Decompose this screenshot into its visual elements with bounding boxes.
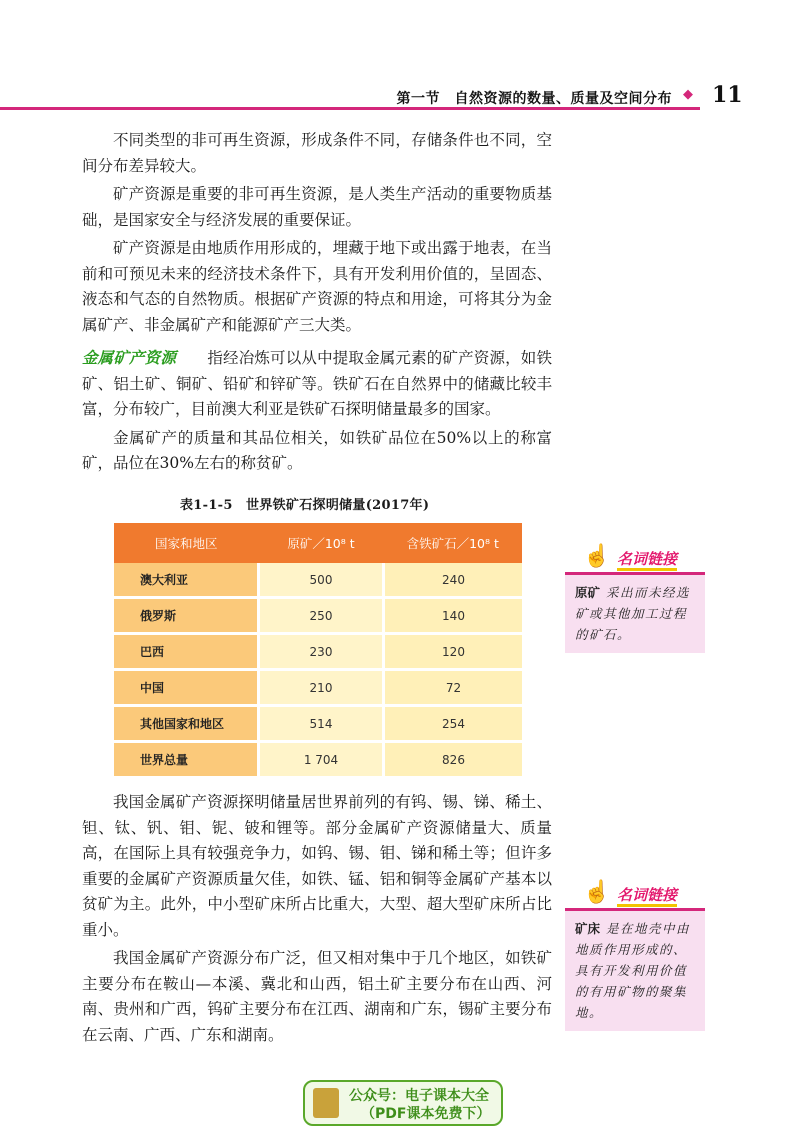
- table-row: [114, 670, 522, 706]
- column-header: 国家和地区: [114, 523, 259, 563]
- raw-ore-cell: 500: [259, 563, 384, 598]
- paragraph: 我国金属矿产资源分布广泛，但又相对集中于几个地区，如铁矿主要分布在鞍山—本溪、冀北和山西，铝土矿主要分布在山西、河南、贵州和广西，钨矿主要分布在江西、湖南和广东，锡矿主要分布在云南、广西、广东和湖南。: [82, 949, 552, 1044]
- table-row: [114, 706, 522, 742]
- term-link-box-raw-ore: [565, 544, 705, 653]
- watermark-badge: [303, 1080, 503, 1126]
- term-link-header: [565, 544, 705, 572]
- table-caption: 表1-1-5 世界铁矿石探明储量(2017年): [180, 498, 430, 513]
- term-link-header: [565, 880, 705, 908]
- pointing-hand-icon: ☝: [583, 544, 611, 569]
- paragraph: 矿产资源是由地质作用形成的，埋藏于地下或出露于地表，在当前和可预见未来的经济技术条件下，具有开发利用价值的，呈固态、液态和气态的自然物质。根据矿产资源的特点和用途，可将其分为金属矿产、非金属矿产和能源矿产三大类。: [82, 239, 552, 334]
- diamond-icon: ◆: [683, 87, 693, 102]
- iron-ore-reserves-table: [114, 523, 522, 779]
- metal-resource-paragraph: [82, 346, 552, 423]
- term-link-body: [565, 572, 705, 653]
- section-title: 第一节 自然资源的数量、质量及空间分布: [396, 91, 672, 107]
- iron-ore-cell: 140: [384, 598, 523, 634]
- term-link-definition: 是在地壳中由地质作用形成的、具有开发利用价值的有用矿物的聚集地。: [575, 921, 691, 1020]
- paragraph: 不同类型的非可再生资源，形成条件不同，存储条件也不同，空间分布差异较大。: [82, 131, 552, 175]
- table-row: [114, 634, 522, 670]
- iron-ore-cell: 72: [384, 670, 523, 706]
- iron-ore-cell: 826: [384, 742, 523, 778]
- iron-ore-cell: 240: [384, 563, 523, 598]
- paragraph: 矿产资源是重要的非可再生资源，是人类生产活动的重要物质基础，是国家安全与经济发展的重要保证。: [82, 185, 552, 229]
- raw-ore-cell: 230: [259, 634, 384, 670]
- table-row: [114, 598, 522, 634]
- raw-ore-cell: 250: [259, 598, 384, 634]
- table-row: [114, 563, 522, 598]
- region-cell: 世界总量: [114, 742, 259, 778]
- region-cell: 俄罗斯: [114, 598, 259, 634]
- region-cell: 其他国家和地区: [114, 706, 259, 742]
- paragraph: 我国金属矿产资源探明储量居世界前列的有钨、锡、锑、稀土、钽、钛、钒、钼、铌、铍和锂等。部分金属矿产资源储量大、质量高，在国际上具有较强竞争力，如钨、锡、钼、锑和稀土等；但许多重要的金属矿产资源质量欠佳，如铁、锰、铝和铜等金属矿产基本以贫矿为主。此外，中小型矿床所占比重大，大型、超大型矿床所占比重小。: [82, 793, 552, 939]
- page-header: [0, 82, 800, 112]
- paragraph: 金属矿产的质量和其品位相关，如铁矿品位在50%以上的称富矿，品位在30%左右的称贫矿。: [82, 428, 552, 472]
- term-link-title: 名词链接: [617, 886, 677, 907]
- term-link-term: 矿床: [575, 921, 601, 936]
- raw-ore-cell: 1 704: [259, 742, 384, 778]
- page-number: 11: [712, 82, 743, 108]
- main-text-top: [82, 128, 552, 480]
- main-text-bottom: [82, 790, 552, 1051]
- table-row: [114, 742, 522, 778]
- term-link-term: 原矿: [575, 585, 601, 600]
- column-header: 原矿／10⁸ t: [259, 523, 384, 563]
- term-link-box-ore-deposit: [565, 880, 705, 1031]
- header-divider: [0, 107, 700, 110]
- book-icon: [313, 1088, 339, 1118]
- region-cell: 中国: [114, 670, 259, 706]
- term-link-body: [565, 908, 705, 1031]
- term-link-definition: 采出而未经选矿或其他加工过程的矿石。: [575, 585, 691, 642]
- iron-ore-cell: 254: [384, 706, 523, 742]
- term-link-title: 名词链接: [617, 550, 677, 571]
- raw-ore-cell: 514: [259, 706, 384, 742]
- metal-definition: 指经冶炼可以从中提取金属元素的矿产资源，如铁矿、铝土矿、铜矿、铅矿和锌矿等。铁矿石在自然界中的储藏比较丰富，分布较广，目前澳大利亚是铁矿石探明储量最多的国家。: [82, 349, 552, 418]
- region-cell: 澳大利亚: [114, 563, 259, 598]
- table-header-row: [114, 523, 522, 563]
- column-header: 含铁矿石／10⁸ t: [384, 523, 523, 563]
- region-cell: 巴西: [114, 634, 259, 670]
- watermark-line: 公众号：电子课本大全: [349, 1088, 489, 1104]
- raw-ore-cell: 210: [259, 670, 384, 706]
- watermark-line: （PDF课本免费下）: [361, 1106, 491, 1122]
- term-metal-resources: 金属矿产资源: [82, 349, 177, 367]
- iron-ore-cell: 120: [384, 634, 523, 670]
- pointing-hand-icon: ☝: [583, 880, 611, 905]
